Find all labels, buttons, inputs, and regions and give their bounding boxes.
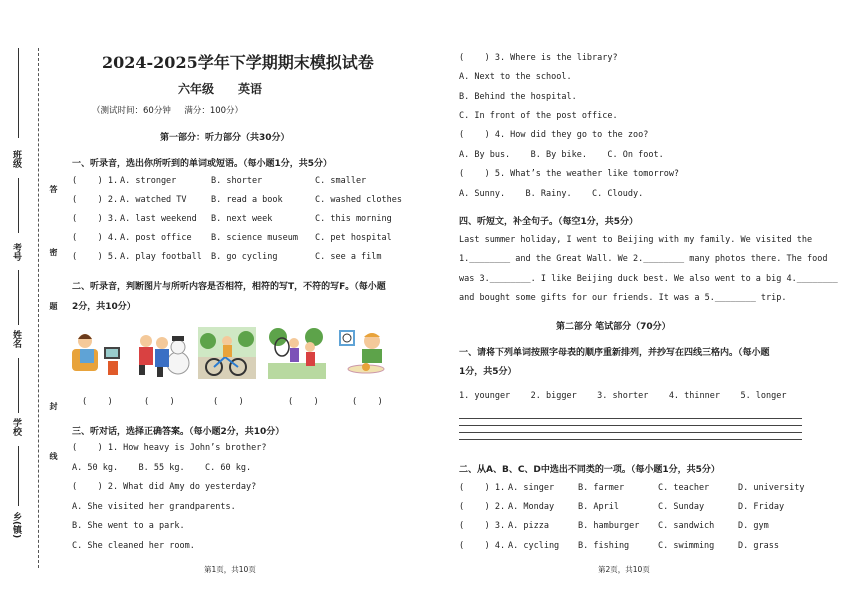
answer-bracket[interactable]: ( ) 1. <box>72 176 119 186</box>
answer-bracket[interactable]: ( ) 4. <box>459 541 506 551</box>
option-d: D. Friday <box>738 502 785 512</box>
option-d: D. grass <box>738 541 779 551</box>
option-c: C. pet hospital <box>315 233 392 243</box>
option-c: C. sandwich <box>658 521 715 531</box>
answer-bracket[interactable]: ( ) 1. <box>459 483 506 493</box>
option-line: A. 50 kg. B. 55 kg. C. 60 kg. <box>72 463 252 473</box>
picture-eating <box>336 327 394 379</box>
option-a: A. play football <box>120 252 202 262</box>
option-a: A. last weekend <box>120 214 197 224</box>
passage-line: was 3.________. I like Beijing duck best. We also went to a big 4.________ <box>459 274 838 284</box>
picture-blank-3[interactable]: ( ) <box>213 397 244 407</box>
part1-title: 第一部分：听力部分（共30分） <box>160 133 290 143</box>
answer-bracket[interactable]: ( ) 4. <box>72 233 119 243</box>
grid-line <box>459 425 802 426</box>
passage-line: and bought some gifts for our friends. It was a 5.________ trip. <box>459 293 787 303</box>
exam-no-underline <box>18 178 19 233</box>
seal-char-answer: 答 <box>49 185 58 193</box>
seal-char-line: 线 <box>49 452 58 460</box>
option-a: A. post office <box>120 233 192 243</box>
picture-watching-tv <box>68 327 126 379</box>
answer-bracket[interactable]: ( ) 5. <box>72 252 119 262</box>
page-footer-right: 第2页，共10页 <box>598 565 650 574</box>
seal-char-seal: 封 <box>49 402 58 410</box>
passage-line: 1.________ and the Great Wall. We 2.________ many photos there. The food <box>459 254 828 264</box>
option-line: A. Next to the school. <box>459 72 572 82</box>
answer-bracket[interactable]: ( ) 2. <box>459 502 506 512</box>
exam-title: 2024-2025学年下学期期末模拟试卷 <box>102 53 374 72</box>
option-a: A. Monday <box>508 502 555 512</box>
section4-title: 四、听短文，补全句子。（每空1分，共5分） <box>459 217 639 227</box>
section3-title: 三、听对话，选择正确答案。（每小题2分，共10分） <box>72 427 285 437</box>
option-b: B. go cycling <box>211 252 278 262</box>
passage-line: Last summer holiday, I went to Beijing with my family. We visited the <box>459 235 813 245</box>
name-underline <box>18 270 19 325</box>
option-line: C. She cleaned her room. <box>72 541 195 551</box>
question-line: ( ) 4. How did they go to the zoo? <box>459 130 649 140</box>
subject-label: 英语 <box>238 82 263 96</box>
option-b: B. fishing <box>578 541 630 551</box>
option-c: C. Sunday <box>658 502 705 512</box>
part2-title: 第二部分 笔试部分（70分） <box>556 322 671 332</box>
option-line: C. In front of the post office. <box>459 111 618 121</box>
option-a: A. singer <box>508 483 555 493</box>
grid-line <box>459 418 802 419</box>
grade-label: 六年级 <box>178 82 215 96</box>
option-c: C. teacher <box>658 483 710 493</box>
option-b: B. farmer <box>578 483 625 493</box>
page-footer-left: 第1页，共10页 <box>204 565 256 574</box>
school-underline <box>18 358 19 413</box>
option-b: B. hamburger <box>578 521 640 531</box>
class-label: 班级 <box>11 150 21 168</box>
picture-blank-1[interactable]: ( ) <box>82 397 113 407</box>
picture-tennis <box>268 327 326 379</box>
option-c: C. swimming <box>658 541 715 551</box>
option-b: B. science museum <box>211 233 298 243</box>
section2-title-line2: 2分，共10分） <box>72 302 136 312</box>
answer-bracket[interactable]: ( ) 3. <box>72 214 119 224</box>
class-underline <box>18 48 19 138</box>
town-underline <box>18 446 19 506</box>
picture-snowman-kids <box>134 327 192 379</box>
word-list: 1. younger 2. bigger 3. shorter 4. thinner 5. longer <box>459 391 787 401</box>
seal-char-secret: 密 <box>49 248 58 256</box>
option-b: B. next week <box>211 214 273 224</box>
grid-line <box>459 439 802 440</box>
option-a: A. stronger <box>120 176 177 186</box>
option-c: C. this morning <box>315 214 392 224</box>
section2-title-line1: 二、听录音，判断图片与所听内容是否相符，相符的写T，不符的写F。（每小题 <box>72 282 386 292</box>
grid-line <box>459 432 802 433</box>
option-a: A. pizza <box>508 521 549 531</box>
option-b: B. April <box>578 502 619 512</box>
school-label: 学校 <box>11 418 21 436</box>
answer-bracket[interactable]: ( ) 2. <box>72 195 119 205</box>
w-section1-title-line2: 1分，共5分） <box>459 367 517 377</box>
section1-title: 一、听录音，选出你所听到的单词或短语。（每小题1分，共5分） <box>72 159 333 169</box>
option-c: C. smaller <box>315 176 367 186</box>
exam-no-label: 考号 <box>11 243 21 261</box>
option-a: A. watched TV <box>120 195 187 205</box>
picture-blank-4[interactable]: ( ) <box>288 397 319 407</box>
option-line: A. She visited her grandparents. <box>72 502 236 512</box>
option-d: D. university <box>738 483 805 493</box>
answer-bracket[interactable]: ( ) 3. <box>459 521 506 531</box>
exam-info: （测试时间：60分钟 满分：100分） <box>92 106 244 116</box>
seal-char-question: 题 <box>49 302 58 310</box>
option-line: A. Sunny. B. Rainy. C. Cloudy. <box>459 189 644 199</box>
w-section2-title: 二、从A、B、C、D中选出不同类的一项。（每小题1分，共5分） <box>459 465 720 475</box>
town-label: 乡(镇) <box>11 512 21 539</box>
option-line: B. Behind the hospital. <box>459 92 577 102</box>
option-b: B. read a book <box>211 195 283 205</box>
option-a: A. cycling <box>508 541 560 551</box>
question-line: ( ) 3. Where is the library? <box>459 53 618 63</box>
option-b: B. shorter <box>211 176 263 186</box>
picture-blank-5[interactable]: ( ) <box>352 397 383 407</box>
picture-blank-2[interactable]: ( ) <box>144 397 175 407</box>
w-section1-title-line1: 一、请将下列单词按照字母表的顺序重新排列，并抄写在四线三格内。（每小题 <box>459 348 770 358</box>
question-line: ( ) 1. How heavy is John’s brother? <box>72 443 267 453</box>
picture-cycling <box>198 327 256 379</box>
question-line: ( ) 5. What’s the weather like tomorrow? <box>459 169 680 179</box>
option-d: D. gym <box>738 521 769 531</box>
option-c: C. see a film <box>315 252 382 262</box>
option-line: A. By bus. B. By bike. C. On foot. <box>459 150 664 160</box>
seal-dashed-line <box>38 48 39 568</box>
option-c: C. washed clothes <box>315 195 402 205</box>
question-line: ( ) 2. What did Amy do yesterday? <box>72 482 257 492</box>
option-line: B. She went to a park. <box>72 521 185 531</box>
name-label: 姓名 <box>11 330 21 348</box>
